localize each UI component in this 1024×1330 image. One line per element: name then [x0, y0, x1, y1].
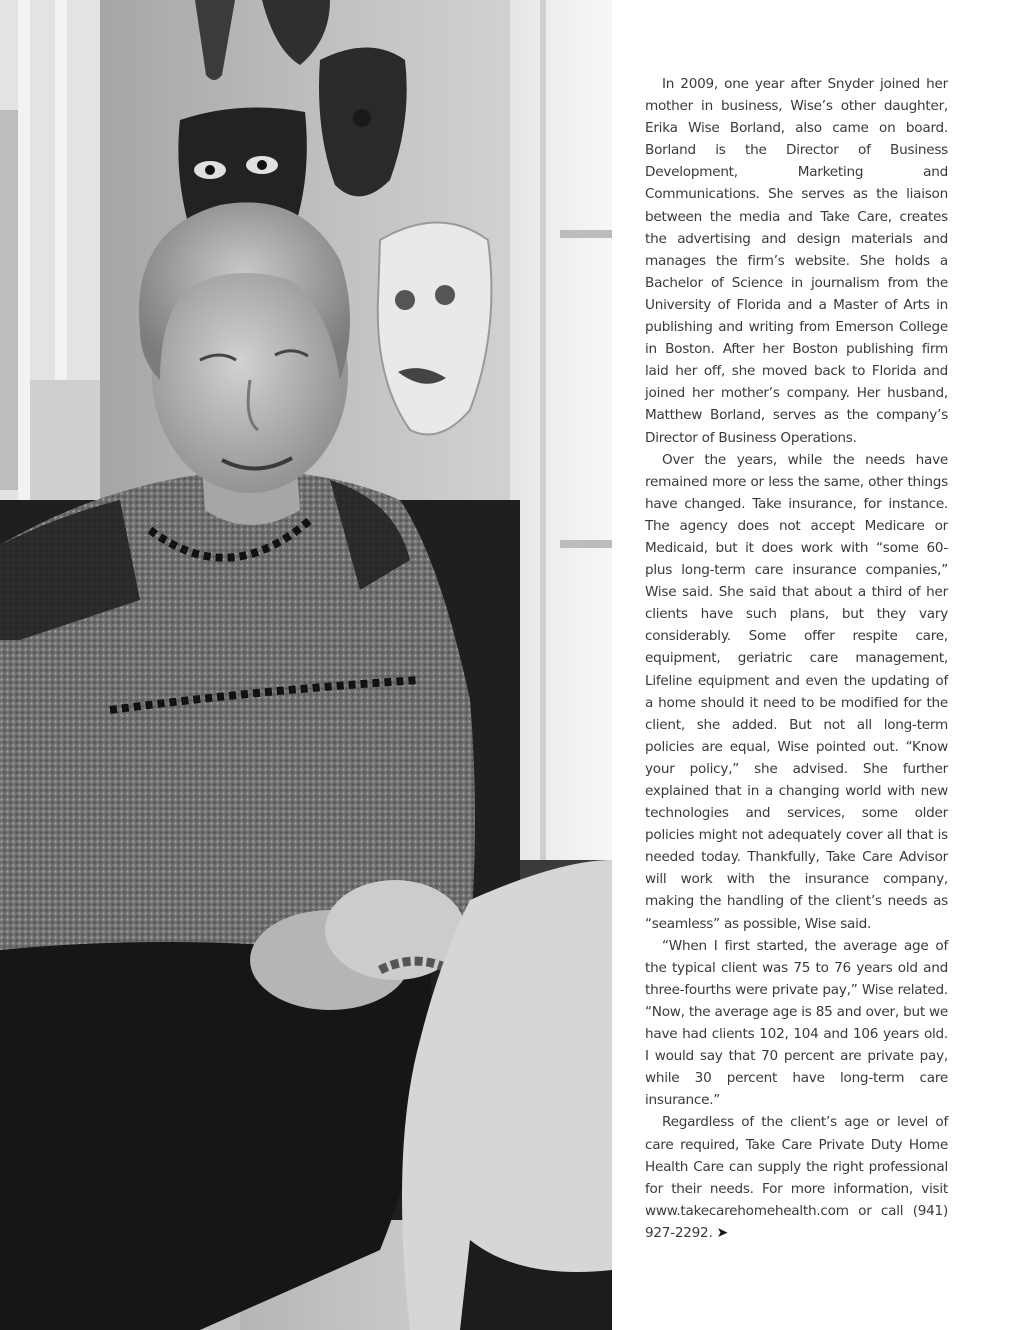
- article-paragraph-3: “When I first started, the average age of the typical client was 75 to 76 years old and three-fourths were private pay,” Wise related. “Now, the average age is 85 and over, but we have had clients 102, 104 and 106 years old. I would say that 70 percent are private pay, while 30 percent have long-term care insurance.”: [645, 937, 948, 1109]
- article-paragraph-2: Over the years, while the needs have remained more or less the same, other things have changed. Take insurance, for instance. The agency does not accept Medicare or Medicaid, but it does work with “some 60-plus long-term care insurance companies,” Wise said. She said that about a third of her clients have such plans, but they vary considerably. Some offer respite care, equipment, geriatric care management, Lifeline equipment and even the updating of a home should it need to be modified for the client, she added. But not all long-term policies are equal, Wise pointed out. “Know your policy,” she advised. She further explained that in a changing world with new technologies and services, some older policies might not adequately cover all that is needed today. Thankfully, Take Care Advisor will work with the insurance company, making the handling of the client’s needs as “seamless” as possible, Wise said.: [645, 451, 948, 932]
- end-of-article-arrow-icon: ➤: [716, 1224, 729, 1241]
- article-paragraph-1: In 2009, one year after Snyder joined her mother in business, Wise’s other daughter, Erika Wise Borland, also came on board. Borland is the Director of Business Development, Marketing and Communications. She serves as the liaison between the media and Take Care, creates the advertising and design materials and manages the firm’s website. She holds a Bachelor of Science in journalism from the University of Florida and a Master of Arts in publishing and writing from Emerson College in Boston. After her Boston publishing firm laid her off, she moved back to Florida and joined her mother’s company. Her husband, Matthew Borland, serves as the company’s Director of Business Operations.: [645, 76, 948, 446]
- article-body: [645, 73, 948, 1244]
- article-paragraph-4-text: Regardless of the client’s age or level of care required, Take Care Private Duty Home Health Care can supply the right professional for their needs. For more information, visit www.takecarehomehealth.com or call (941) 927-2292.: [645, 1114, 948, 1241]
- article-paragraph-4: [645, 1111, 948, 1244]
